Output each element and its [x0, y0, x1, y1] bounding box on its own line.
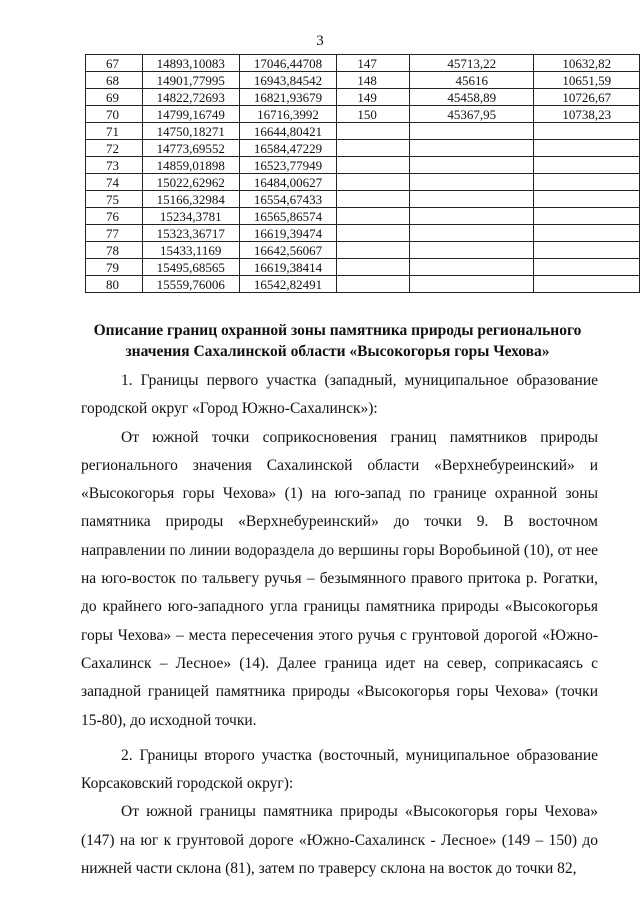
table-cell	[410, 123, 534, 140]
table-cell	[534, 157, 640, 174]
table-cell: 10632,82	[534, 55, 640, 72]
table-cell: 16554,67433	[239, 191, 337, 208]
table-row	[86, 191, 640, 208]
table-cell: 68	[86, 72, 143, 89]
section-title: Описание границ охранной зоны памятника природы регионального значения Сахалинской области «Высокогорья горы Чехова»	[93, 322, 582, 360]
table-cell: 15559,76006	[142, 276, 239, 293]
table-cell: 16642,56067	[239, 242, 337, 259]
table-row	[86, 72, 640, 89]
table-cell: 73	[86, 157, 143, 174]
table-cell	[534, 276, 640, 293]
table-cell: 14901,77995	[142, 72, 239, 89]
table-row	[86, 106, 640, 123]
table-cell	[337, 157, 410, 174]
body-text	[81, 367, 598, 883]
table-cell: 45367,95	[410, 106, 534, 123]
table-cell: 16943,84542	[239, 72, 337, 89]
table-cell: 77	[86, 225, 143, 242]
coordinates-table	[85, 54, 640, 293]
table-cell	[337, 276, 410, 293]
table-row	[86, 208, 640, 225]
table-cell: 78	[86, 242, 143, 259]
table-cell: 16644,80421	[239, 123, 337, 140]
table-cell	[337, 140, 410, 157]
table-cell	[410, 191, 534, 208]
table-cell	[410, 259, 534, 276]
table-cell: 14859,01898	[142, 157, 239, 174]
table-cell: 15495,68565	[142, 259, 239, 276]
table-cell: 74	[86, 174, 143, 191]
table-cell: 15166,32984	[142, 191, 239, 208]
table-cell: 15022,62962	[142, 174, 239, 191]
table-row	[86, 123, 640, 140]
table-cell: 14893,10083	[142, 55, 239, 72]
table-row	[86, 225, 640, 242]
table-cell	[337, 191, 410, 208]
table-cell	[534, 208, 640, 225]
table-cell: 45713,22	[410, 55, 534, 72]
table-cell: 16716,3992	[239, 106, 337, 123]
table-row	[86, 89, 640, 106]
table-cell	[534, 123, 640, 140]
table-cell: 80	[86, 276, 143, 293]
table-cell: 16619,39474	[239, 225, 337, 242]
table-cell	[410, 140, 534, 157]
table-cell	[534, 259, 640, 276]
table-cell: 16619,38414	[239, 259, 337, 276]
table-cell: 71	[86, 123, 143, 140]
table-cell: 16542,82491	[239, 276, 337, 293]
table-cell	[337, 123, 410, 140]
table-row	[86, 276, 640, 293]
table-cell: 149	[337, 89, 410, 106]
paragraph-1: 1. Границы первого участка (западный, муниципальное образование городской округ «Город Южно-Сахалинск»):	[81, 372, 598, 418]
table-cell	[337, 208, 410, 225]
table-row	[86, 157, 640, 174]
table-cell: 70	[86, 106, 143, 123]
table-cell	[410, 174, 534, 191]
table-cell: 45616	[410, 72, 534, 89]
table-cell: 72	[86, 140, 143, 157]
table-cell: 15234,3781	[142, 208, 239, 225]
table-cell	[534, 191, 640, 208]
table-cell: 69	[86, 89, 143, 106]
table-cell: 10726,67	[534, 89, 640, 106]
table-row	[86, 174, 640, 191]
table-cell	[410, 208, 534, 225]
paragraph-4: От южной границы памятника природы «Высокогорья горы Чехова» (147) на юг к грунтовой дороге «Южно-Сахалинск - Лесное» (149 – 150) до нижней части склона (81), затем по траверсу склона на восток до точки 82,	[81, 803, 598, 878]
table-cell: 15323,36717	[142, 225, 239, 242]
table-cell	[337, 242, 410, 259]
table-cell	[410, 242, 534, 259]
table-cell: 16484,00627	[239, 174, 337, 191]
table-row	[86, 55, 640, 72]
table-cell: 14773,69552	[142, 140, 239, 157]
table-cell	[534, 225, 640, 242]
table-cell: 147	[337, 55, 410, 72]
table-cell	[337, 259, 410, 276]
table-cell	[534, 140, 640, 157]
table-cell: 14799,16749	[142, 106, 239, 123]
table-row	[86, 259, 640, 276]
table-cell: 17046,44708	[239, 55, 337, 72]
table-cell: 14822,72693	[142, 89, 239, 106]
table-cell	[410, 276, 534, 293]
table-cell: 10738,23	[534, 106, 640, 123]
table-cell: 148	[337, 72, 410, 89]
page-number: 3	[316, 33, 324, 49]
table-cell: 16565,86574	[239, 208, 337, 225]
table-cell	[534, 174, 640, 191]
table-cell: 16821,93679	[239, 89, 337, 106]
table-cell	[337, 174, 410, 191]
table-cell	[410, 225, 534, 242]
table-cell: 76	[86, 208, 143, 225]
table-cell: 45458,89	[410, 89, 534, 106]
table-cell: 79	[86, 259, 143, 276]
table-row	[86, 242, 640, 259]
table-cell: 150	[337, 106, 410, 123]
table-cell: 10651,59	[534, 72, 640, 89]
table-cell	[534, 242, 640, 259]
table-cell: 16584,47229	[239, 140, 337, 157]
paragraph-2: От южной точки соприкосновения границ памятников природы регионального значения Сахалинской области «Верхнебуреинский» и «Высокогорья горы Чехова» (1) на юго-запад по границе охранной зоны памятника природы «Верхнебуреинский» до точки 9. В восточном направлении по линии водораздела до вершины горы Воробьиной (10), от нее на юго-восток по тальвегу ручья – безымянного правого притока р. Рогатки, до крайнего юго-западного угла границы памятника природы «Высокогорья горы Чехова» – места пересечения этого ручья с грунтовой дорогой «Южно-Сахалинск – Лесное» (14). Далее граница идет на север, соприкасаясь с западной границей памятника природы «Высокогорья горы Чехова» (точки 15-80), до исходной точки.	[81, 428, 598, 729]
table-cell: 67	[86, 55, 143, 72]
table-cell: 14750,18271	[142, 123, 239, 140]
table-cell	[337, 225, 410, 242]
table-cell: 16523,77949	[239, 157, 337, 174]
table-cell	[410, 157, 534, 174]
table-cell: 15433,1169	[142, 242, 239, 259]
table-cell: 75	[86, 191, 143, 208]
paragraph-3: 2. Границы второго участка (восточный, муниципальное образование Корсаковский городской округ):	[81, 746, 598, 793]
table-row	[86, 140, 640, 157]
